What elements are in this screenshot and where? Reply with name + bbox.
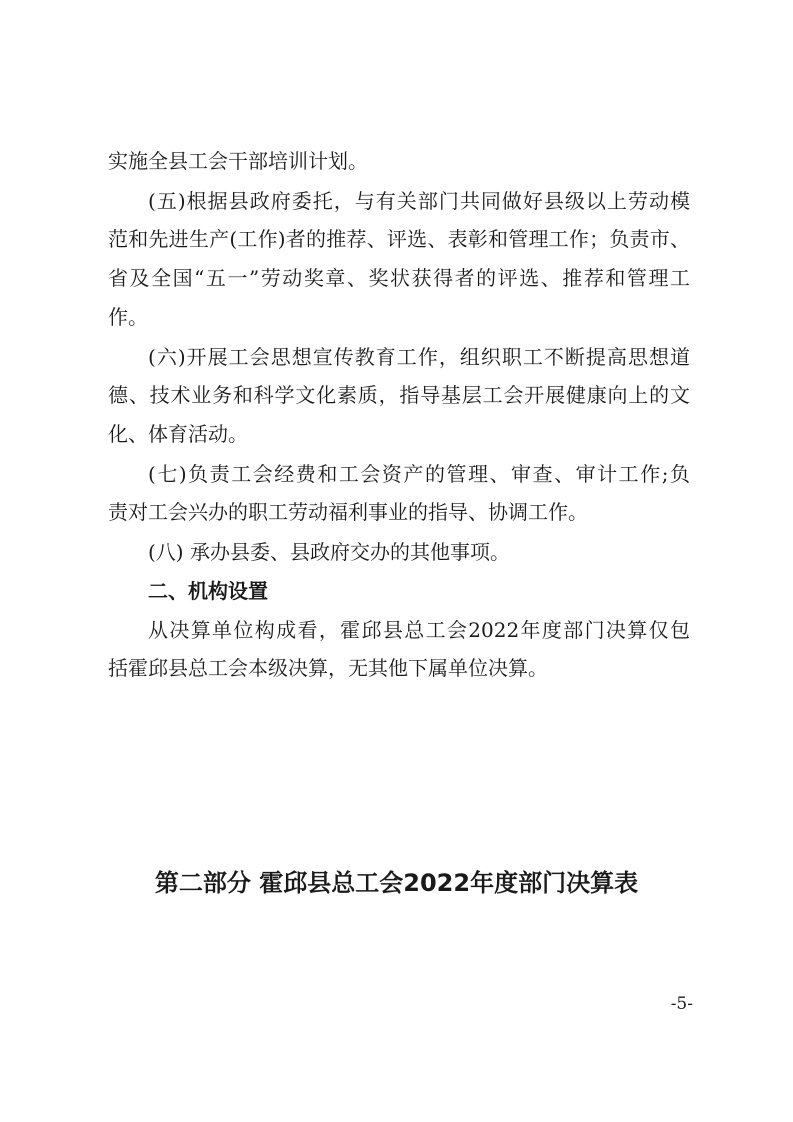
paragraph-line: 范和先进生产(工作)者的推荐、评选、表彰和管理工作；负责市、 bbox=[108, 227, 690, 251]
page-number: -5- bbox=[670, 994, 693, 1014]
paragraph-line: 省及全国“五一”劳动奖章、奖状获得者的评选、推荐和管理工 bbox=[108, 266, 690, 290]
paragraph-line: (七)负责工会经费和工会资产的管理、审查、审计工作;负 bbox=[148, 462, 690, 486]
paragraph-line: (八) 承办县委、县政府交办的其他事项。 bbox=[148, 540, 510, 564]
paragraph-line: (六)开展工会思想宣传教育工作，组织职工不断提高思想道 bbox=[148, 345, 690, 369]
section-heading: 二、机构设置 bbox=[148, 579, 268, 603]
paragraph-line: 德、技术业务和科学文化素质，指导基层工会开展健康向上的文 bbox=[108, 383, 690, 407]
paragraph-line: (五)根据县政府委托，与有关部门共同做好县级以上劳动模 bbox=[148, 189, 690, 213]
paragraph-line: 作。 bbox=[108, 305, 148, 329]
paragraph-line: 从决算单位构成看，霍邱县总工会2022年度部门决算仅包 bbox=[148, 618, 690, 642]
paragraph-line: 化、体育活动。 bbox=[108, 422, 248, 446]
paragraph-line: 括霍邱县总工会本级决算，无其他下属单位决算。 bbox=[108, 656, 548, 680]
part-title: 第二部分 霍邱县总工会2022年度部门决算表 bbox=[154, 869, 639, 897]
paragraph-line: 实施全县工会干部培训计划。 bbox=[108, 149, 368, 173]
paragraph-line: 责对工会兴办的职工劳动福利事业的指导、协调工作。 bbox=[108, 500, 588, 524]
